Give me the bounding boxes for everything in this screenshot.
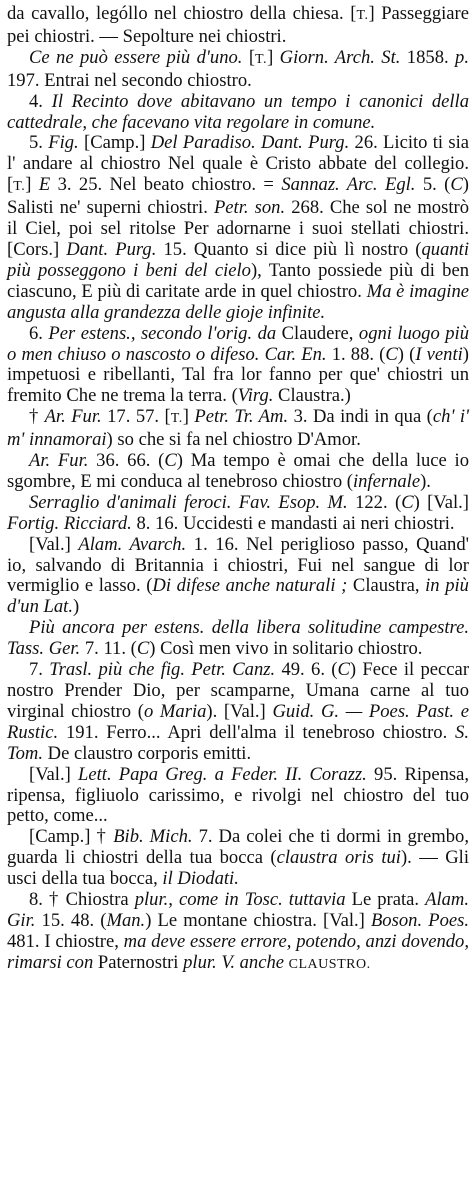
text-run: Claustra.) [273, 385, 351, 407]
text-run: ), Tanto possiede più di ben ciascuno, E più di caritate arde in quel chiostro. [7, 259, 469, 302]
italic-text-run: Ce ne può essere più d'uno. [29, 46, 243, 68]
entry-paragraph [7, 4, 469, 48]
italic-text-run: C [450, 174, 463, 196]
text-run: [Camp.] † [29, 826, 114, 848]
text-run: ) ( [397, 343, 416, 365]
text-run: ) Così men vivo in solitario chiostro. [149, 638, 423, 660]
italic-text-run: il Diodati. [162, 868, 239, 890]
italic-text-run: Lett. Papa Greg. a Feder. II. Corazz. [78, 763, 367, 785]
text-run: 36. 66. ( [88, 450, 165, 472]
text-run: ] [25, 174, 39, 196]
text-run: 1858. [400, 46, 456, 68]
text-run: ] [182, 406, 195, 428]
text-run: 1. 16. Nel periglioso passo, Quand' io, salvando di Britannia i chiostri, Fui nel sangue di lor vermiglio e lasso. ( [7, 533, 469, 597]
italic-text-run: Bib. Mich. [113, 826, 193, 848]
italic-text-run: claustra oris tui [276, 847, 401, 869]
entry-paragraph [7, 827, 469, 890]
entry-paragraph [7, 48, 469, 92]
text-run: 17. 57. [ [101, 406, 171, 428]
italic-text-run: plur., come in Tosc. tuttavia [134, 889, 346, 911]
dictionary-entry-chiostro [7, 4, 469, 976]
text-run: Claustra, [347, 575, 426, 597]
entry-paragraph [7, 890, 469, 976]
text-run: 197. Entrai nel secondo chiostro. [7, 69, 252, 91]
italic-text-run: Alam. Avarch. [78, 533, 187, 555]
italic-text-run: quanti più posseggono i beni del cielo [7, 238, 469, 281]
text-run: 95. Ripensa, ripensa, figliuolo carissimo, e rivolgi nel chiostro del tuo petto, come... [7, 763, 470, 827]
italic-text-run: Trasl. più che fig. Petr. Canz. [49, 659, 276, 681]
entry-paragraph [7, 493, 469, 535]
italic-text-run: Guid. G. — Poes. Past. e Rustic. [7, 700, 470, 743]
text-run: 5. [29, 132, 49, 154]
italic-text-run: C [401, 491, 414, 513]
text-run: 7. 11. ( [80, 638, 137, 660]
text-run: De claustro corporis emitti. [43, 742, 252, 764]
text-run: [Camp.] [78, 132, 151, 154]
italic-text-run: Alam. Gir. [7, 889, 469, 931]
text-run: 4. [29, 90, 52, 112]
italic-text-run: Serraglio d'animali feroci. Fav. Esop. M. [29, 491, 348, 513]
text-run: Le prata. [345, 889, 426, 911]
text-run: 3. Da indi in qua ( [288, 406, 433, 428]
text-run: ). [420, 470, 431, 492]
italic-text-run: C [385, 343, 398, 365]
italic-text-run: S. Tom. [7, 721, 469, 764]
italic-text-run: Ar. Fur. [29, 450, 89, 472]
italic-text-run: E [38, 174, 51, 196]
italic-text-run: Fig. [48, 132, 79, 154]
entry-paragraph [7, 618, 469, 660]
text-run: ] Passeggiare pei chiostri. — Sepolture nei chiostri. [7, 3, 469, 47]
entry-paragraph [7, 660, 469, 765]
italic-text-run: Il Recinto dove abitavano un tempo i canonici della cattedrale, che facevano vita regolare in comune. [7, 90, 470, 133]
italic-text-run: ch' i' m' innamorai [7, 406, 470, 451]
italic-text-run: ogni luogo più o men chiuso o nascosto o difeso. Car. En. [7, 322, 469, 365]
text-run: 3. 25. Nel beato chiostro. = [50, 174, 282, 196]
text-run: † [29, 406, 45, 428]
text-run: da cavallo, lególlo nel chiostro della chiesa. [ [7, 3, 357, 24]
italic-text-run: Boson. Poes. [370, 909, 469, 931]
entry-paragraph [7, 92, 469, 134]
text-run: 7. Da colei che ti dormi in grembo, guarda li chiostri della tua bocca ( [7, 826, 469, 869]
italic-text-run: Fortig. Ricciard. [7, 512, 132, 534]
italic-text-run: C [164, 450, 177, 472]
italic-text-run: Del Paradiso. Dant. Purg. [150, 132, 350, 154]
entry-paragraph [7, 451, 469, 493]
text-run: 481. I chiostre, [7, 930, 124, 952]
text-run: 122. ( [347, 491, 402, 513]
text-run: 8. † Chiostra [29, 889, 135, 911]
text-run: ) Le montane chiostra. [Val.] [145, 909, 371, 931]
italic-text-run: Giorn. Arch. St. [279, 46, 401, 68]
text-run: ). — Gli usci della tua bocca, [7, 847, 470, 890]
italic-text-run: Virg. [237, 385, 274, 407]
entry-paragraph [7, 133, 469, 323]
text-run: Paternostri [93, 951, 184, 973]
text-run: 5. ( [415, 174, 451, 196]
italic-text-run: ma deve essere errore, potendo, anzi dovendo, rimarsi con [7, 930, 469, 973]
text-run: ). [Val.] [206, 700, 273, 722]
text-run: 7. [29, 659, 50, 681]
text-run: 15. 48. ( [35, 909, 107, 931]
entry-paragraph [7, 535, 469, 619]
text-run: ) [72, 596, 80, 618]
italic-text-run: C [337, 659, 350, 681]
text-run: ] [267, 46, 280, 68]
italic-text-run: C [136, 638, 150, 660]
text-run: ) Ma tempo è omai che della luce io sgombre, E mi conduca al tenebroso chiostro ( [7, 450, 470, 492]
text-run: 8. 16. Uccidesti e mandasti ai neri chiostri. [131, 512, 455, 534]
text-run: T. [13, 179, 26, 195]
italic-text-run: Di difese anche naturali ; [152, 575, 348, 597]
italic-text-run: Sannaz. Arc. Egl. [281, 174, 416, 196]
text-run: 26. Licito ti sia l' andare al chiostro Nel quale è Cristo abbate del collegio. [ [7, 132, 470, 196]
italic-text-run: Ma è imagine angusta alla grandezza delle gioje infinite. [7, 280, 469, 323]
text-run: 268. Che sol ne mostrò il Ciel, poi sel ritolse Per adornarne i suoi stellati chiostri. [Cors.] [7, 197, 469, 260]
text-run: ) impetuosi e ribellanti, Tal fra lor fanno per que' chiostri un fremito Che ne trema la terra. ( [7, 343, 469, 407]
italic-text-run: Dant. Purg. [66, 238, 157, 260]
text-run: 49. 6. ( [275, 659, 338, 681]
entry-paragraph [7, 407, 469, 451]
italic-text-run: Per estens., secondo l'orig. da [48, 322, 277, 344]
entry-paragraph [7, 765, 469, 828]
entry-paragraph [7, 324, 469, 408]
text-run: 191. Ferro... Apri dell'alma il tenebroso chiostro. [58, 721, 456, 743]
text-run: 6. [29, 322, 49, 344]
text-run: T. [255, 51, 268, 67]
text-run: [Val.] [29, 533, 79, 555]
text-run: T. [356, 8, 369, 23]
italic-text-run: Man. [106, 909, 146, 931]
italic-text-run: infernale [352, 470, 421, 492]
italic-text-run: in più d'un Lat. [7, 575, 469, 618]
text-run: Claudere, [276, 322, 359, 344]
italic-text-run: Petr. son. [213, 197, 286, 219]
text-run: ) Fece il peccar nostro Prender Dio, per scamparne, Umana carne al tuo virginal chiostro ( [7, 659, 470, 722]
text-run: CLAUSTRO. [288, 956, 371, 972]
italic-text-run: o Maria [143, 700, 207, 722]
italic-text-run: plur. V. anche [183, 951, 285, 973]
text-run: [ [242, 46, 256, 68]
text-run: ) so che si fa nel chiostro D'Amor. [106, 429, 361, 451]
text-run: ) [Val.] [413, 491, 469, 513]
text-run: 1. 88. ( [326, 343, 386, 365]
italic-text-run: p. [455, 46, 469, 68]
text-run: T. [170, 411, 183, 427]
italic-text-run: Più ancora per estens. della libera solitudine campestre. Tass. Ger. [7, 617, 469, 660]
italic-text-run: I venti [415, 343, 463, 365]
text-run: [Val.] [29, 763, 79, 785]
italic-text-run: Ar. Fur. [44, 406, 102, 428]
italic-text-run: Petr. Tr. Am. [194, 406, 289, 428]
text-run: 15. Quanto si dice più lì nostro ( [156, 238, 422, 260]
text-run: ) Salisti ne' superni chiostri. [7, 174, 469, 219]
